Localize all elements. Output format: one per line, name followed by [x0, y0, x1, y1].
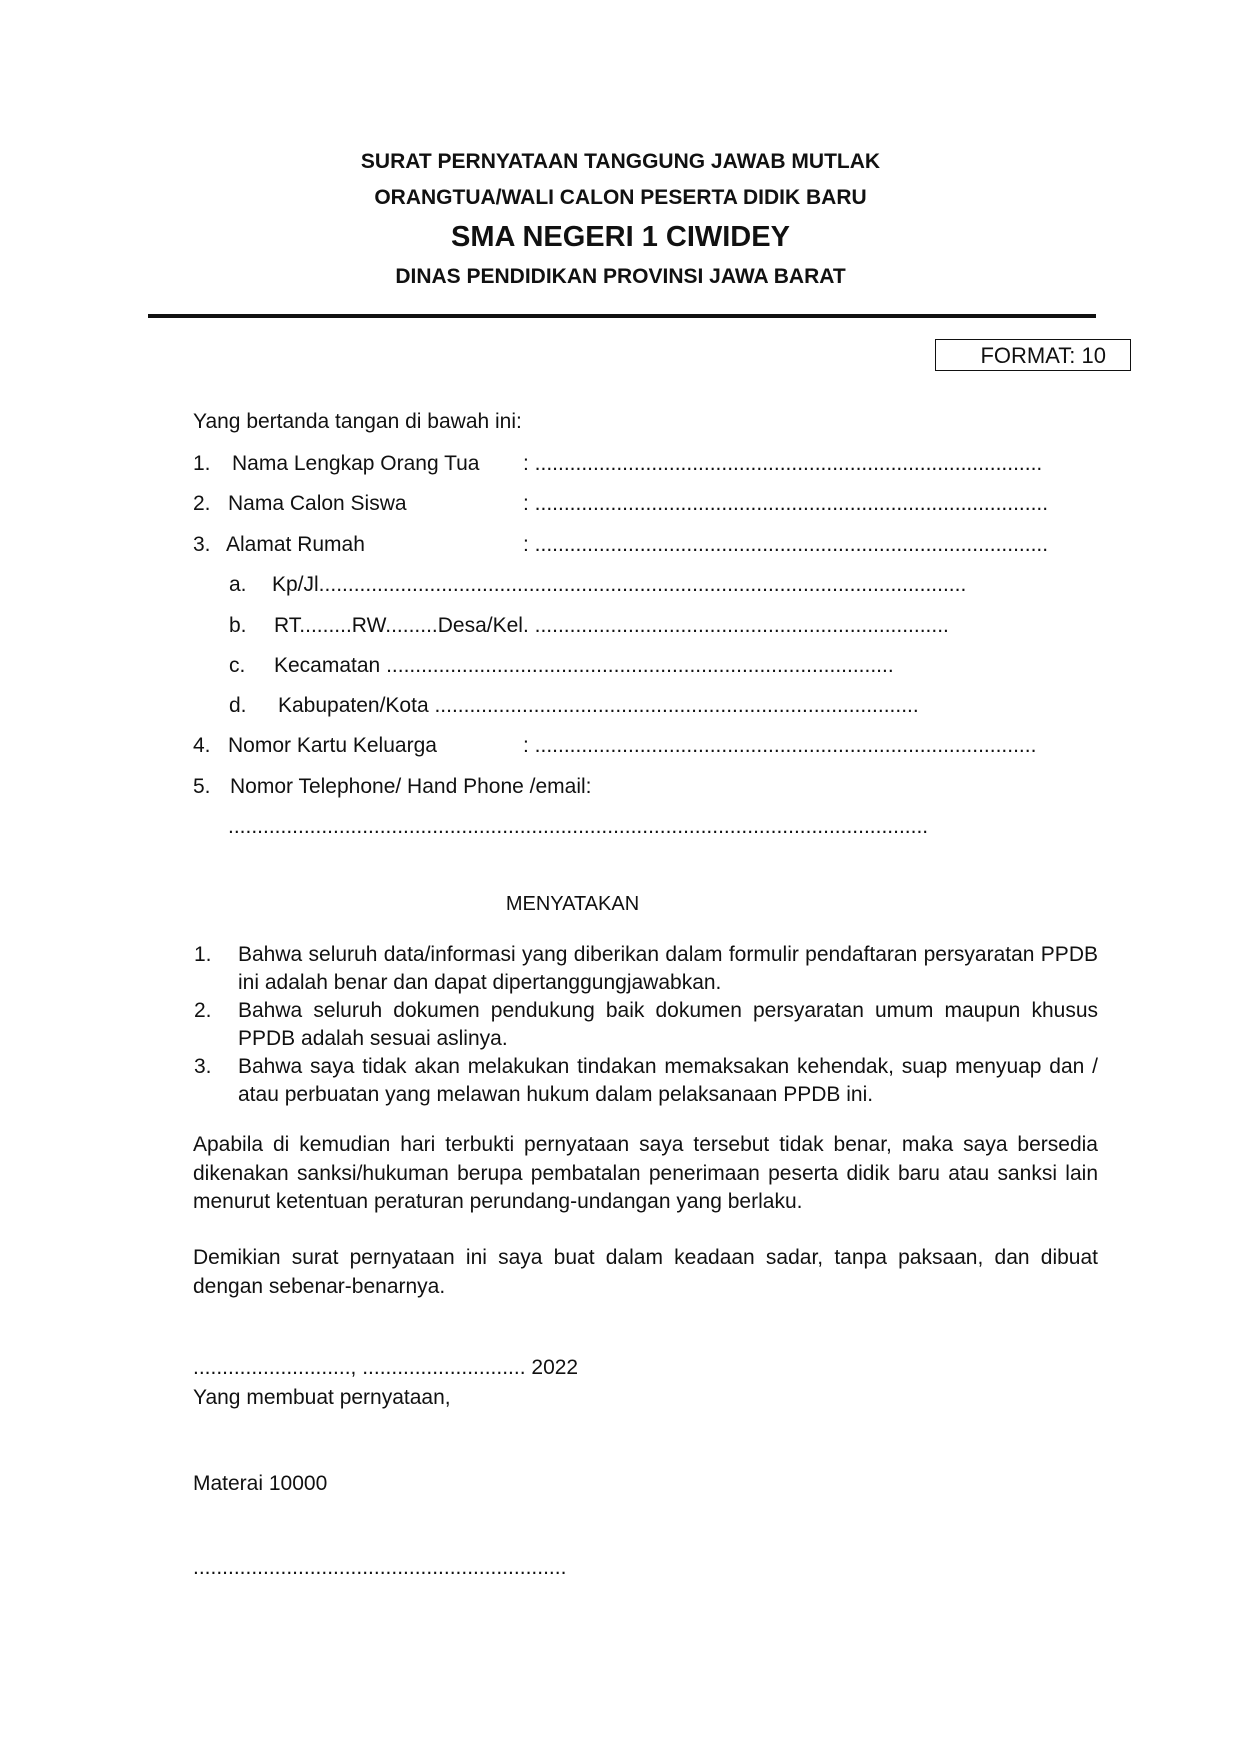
field-4-label: Nomor Kartu Keluarga [228, 734, 437, 757]
field-4-number: 4. [193, 734, 211, 757]
sub-a-letter: a. [229, 573, 247, 596]
header-divider [148, 314, 1096, 318]
field-5-number: 5. [193, 775, 211, 798]
student-name-field[interactable]: : ........................................................................................ [523, 492, 1049, 515]
sub-d-letter: d. [229, 694, 247, 717]
agency-name: DINAS PENDIDIKAN PROVINSI JAWA BARAT [395, 265, 846, 288]
statement-3-number: 3. [194, 1055, 212, 1078]
closing-paragraph: Demikian surat pernyataan ini saya buat dalam keadaan sadar, tanpa paksaan, dan dibuat dengan sebenar-benarnya. [193, 1246, 1098, 1298]
statement-1-number: 1. [194, 943, 212, 966]
field-1-label: Nama Lengkap Orang Tua [232, 452, 480, 475]
maker-label: Yang membuat pernyataan, [193, 1386, 451, 1409]
family-card-number-field[interactable]: : ...................................................................................... [523, 734, 1037, 757]
district-field[interactable]: Kecamatan ....................................................................................... [274, 654, 894, 677]
rt-rw-village-field[interactable]: RT.........RW.........Desa/Kel. ....................................................................... [274, 614, 949, 637]
address-field[interactable]: : ........................................................................................ [523, 533, 1049, 556]
header-line-1: SURAT PERNYATAAN TANGGUNG JAWAB MUTLAK [360, 150, 881, 173]
intro-text: Yang bertanda tangan di bawah ini: [193, 410, 522, 433]
statement-1-text: Bahwa seluruh data/informasi yang diberikan dalam formulir pendaftaran persyaratan PPDB ini adalah benar dan dapat dipertanggungjawabkan. [238, 943, 1098, 994]
parent-name-field[interactable]: : ....................................................................................... [523, 452, 1043, 475]
stamp-label: Materai 10000 [193, 1472, 328, 1495]
declaration-title: MENYATAKAN [505, 893, 640, 915]
field-5-label: Nomor Telephone/ Hand Phone /email: [230, 775, 592, 798]
street-field[interactable]: Kp/Jl............................................................................................................... [272, 573, 967, 596]
school-name: SMA NEGERI 1 CIWIDEY [451, 221, 790, 253]
statement-3-text: Bahwa saya tidak akan melakukan tindakan memaksakan kehendak, suap menyuap dan / atau perbuatan yang melawan hukum dalam pelaksanaan PPDB ini. [238, 1055, 1098, 1106]
place-date-line[interactable]: ..........................., ............................ 2022 [193, 1356, 579, 1379]
header-line-2: ORANGTUA/WALI CALON PESERTA DIDIK BARU [374, 186, 867, 209]
sub-c-letter: c. [229, 654, 246, 677]
field-1-number: 1. [193, 452, 211, 475]
format-box: FORMAT: 10 [935, 339, 1131, 371]
field-2-label: Nama Calon Siswa [228, 492, 407, 515]
regency-city-field[interactable]: Kabupaten/Kota ................................................................................... [278, 694, 919, 717]
field-2-number: 2. [193, 492, 211, 515]
field-3-number: 3. [193, 533, 211, 556]
statement-2-number: 2. [194, 999, 212, 1022]
field-3-label: Alamat Rumah [226, 533, 365, 556]
contact-field[interactable]: ........................................................................................................................ [228, 815, 929, 838]
signatory-name-line[interactable]: ................................................................ [193, 1556, 567, 1579]
consequence-paragraph: Apabila di kemudian hari terbukti pernyataan saya tersebut tidak benar, maka saya bersedia dikenakan sanksi/hukuman berupa pembatalan penerimaan peserta didik baru atau sanksi lain menurut ketentuan peraturan perundang-undangan yang berlaku. [193, 1133, 1098, 1213]
statement-2-text: Bahwa seluruh dokumen pendukung baik dokumen persyaratan umum maupun khusus PPDB adalah sesuai aslinya. [238, 999, 1098, 1050]
sub-b-letter: b. [229, 614, 247, 637]
